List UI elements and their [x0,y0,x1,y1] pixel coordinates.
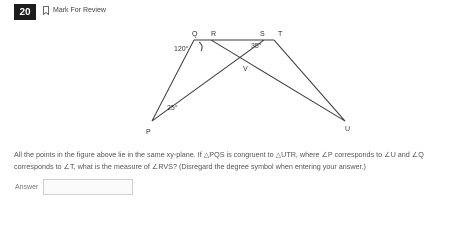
label-s: S [260,31,265,38]
label-p: P [146,129,151,136]
question-stem [14,149,454,173]
label-q: Q [192,31,198,38]
question-stem-line-1: All the points in the figure above lie in the same xy-plane. If △PQS is congruent to △UTR, where ∠P corresponds to ∠U and ∠Q [14,150,424,159]
angle-p-label: 25° [167,105,178,112]
angle-q-arc [199,42,202,51]
question-stem-line-2: corresponds to ∠T, what is the measure of ∠RVS? (Disregard the degree symbol when entering your answer.) [14,162,366,171]
label-v: V [243,66,248,73]
label-u: U [345,126,351,133]
segment-tu [274,40,345,121]
angle-s-label: 35° [251,43,262,50]
segment-ru [211,40,345,121]
label-r: R [211,31,217,38]
answer-input[interactable] [43,179,133,195]
mark-for-review-label: Mark For Review [53,7,106,14]
answer-label: Answer [15,184,39,191]
angle-q-label: 120° [174,46,189,53]
label-t: T [278,31,283,38]
question-number-badge: 20 [14,4,36,20]
